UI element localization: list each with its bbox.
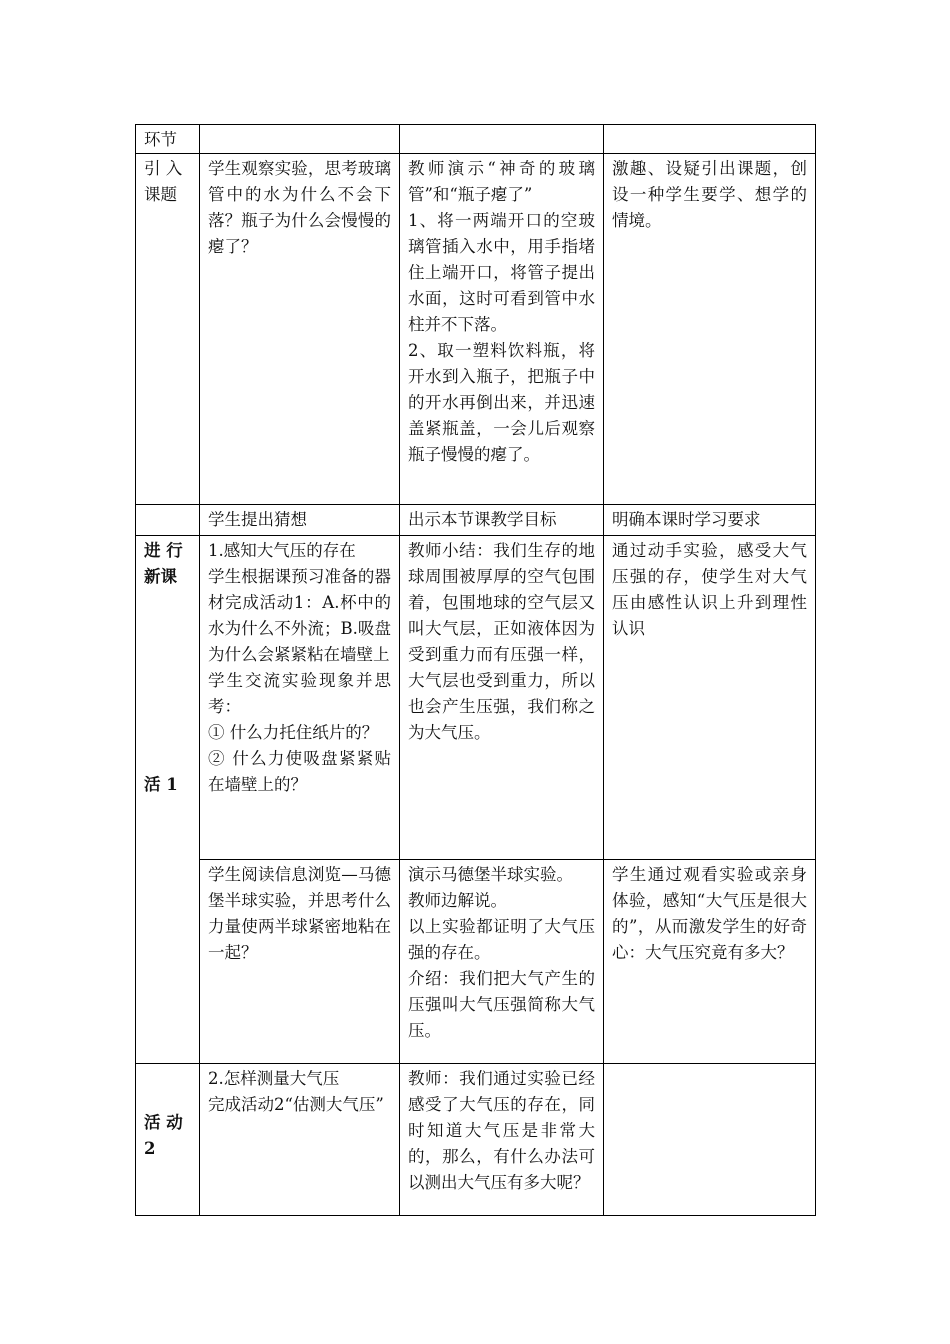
student-activity-text: ① 什么力托住纸片的？ xyxy=(208,723,379,742)
stage-text: 课题 xyxy=(144,185,177,204)
student-activity-text: 学生提出猜想 xyxy=(208,510,307,529)
design-purpose-cell xyxy=(604,860,816,1064)
design-purpose-cell xyxy=(604,505,816,536)
stage-text: 进 行 xyxy=(144,541,183,560)
teacher-activity-text: 教师：我们通过实验已经感受了大气压的存在，同时知道大气压是非常大的，那么，有什么办法可以测出大气压有多大呢？ xyxy=(408,1069,595,1192)
design-purpose-text: 通过动手实验，感受大气压强的存，使学生对大气压由感性认识上升到理性认识 xyxy=(612,541,807,638)
student-activity-text: 学生交流实验现象并思考： xyxy=(208,671,391,716)
student-activity-text: 学生阅读信息浏览—马德堡半球实验，并思考什么力量使两半球紧密地粘在一起？ xyxy=(208,865,391,962)
table-row-hypothesis xyxy=(136,505,816,536)
teacher-activity-cell xyxy=(400,536,604,860)
design-purpose-text: 激趣、设疑引出课题，创设一种学生要学、想学的情境。 xyxy=(612,159,807,230)
student-activity-text: 完成活动2“估测大气压” xyxy=(208,1095,384,1114)
header-col1-cell xyxy=(200,125,400,154)
table-row-activity2 xyxy=(136,1064,816,1216)
stage-text: 活 动 xyxy=(144,1113,183,1132)
stage-text: 新课 xyxy=(144,567,177,586)
teacher-activity-text: 演示马德堡半球实验。 xyxy=(408,865,573,884)
header-col2-cell xyxy=(400,125,604,154)
teacher-activity-cell xyxy=(400,154,604,505)
teacher-activity-cell xyxy=(400,860,604,1064)
header-row xyxy=(136,125,816,154)
stage-text: 引 入 xyxy=(144,159,183,178)
lesson-plan-table xyxy=(135,124,816,1216)
design-purpose-cell-empty xyxy=(604,1064,816,1216)
table-row-intro xyxy=(136,154,816,505)
header-col3-cell xyxy=(604,125,816,154)
student-activity-cell xyxy=(200,505,400,536)
table-row-activity1 xyxy=(136,536,816,860)
teacher-activity-cell xyxy=(400,1064,604,1216)
stage-cell-new-lesson xyxy=(136,536,200,1064)
teacher-activity-text: 教师演示“神奇的玻璃管”和“瓶子瘪了” xyxy=(408,159,595,204)
design-purpose-cell xyxy=(604,154,816,505)
teacher-activity-cell xyxy=(400,505,604,536)
stage-spacer xyxy=(144,590,191,702)
student-activity-text: 学生观察实验，思考玻璃管中的水为什么不会下落？瓶子为什么会慢慢的瘪了？ xyxy=(208,159,391,256)
design-purpose-text: 明确本课时学习要求 xyxy=(612,510,761,529)
stage-cell-intro xyxy=(136,154,200,505)
design-purpose-text: 学生通过观看实验或亲身体验，感知“大气压是很大的”，从而激发学生的好奇心：大气压究竟有多大？ xyxy=(612,865,807,962)
student-activity-text: ② 什么力使吸盘紧紧贴在墙壁上的？ xyxy=(208,749,391,794)
teacher-activity-text: 教师小结：我们生存的地球周围被厚厚的空气包围着，包围地球的空气层又叫大气层，正如液体因为受到重力而有压强一样，大气层也受到重力，所以也会产生压强，我们称之为大气压。 xyxy=(408,541,595,742)
student-activity-cell xyxy=(200,860,400,1064)
teacher-activity-text: 以上实验都证明了大气压强的存在。 xyxy=(408,917,595,962)
design-purpose-cell xyxy=(604,536,816,860)
student-activity-cell xyxy=(200,1064,400,1216)
student-activity-cell xyxy=(200,154,400,505)
student-activity-text: 1.感知大气压的存在 xyxy=(208,541,356,560)
stage-text: 活 1 xyxy=(144,775,178,794)
stage-cell-activity2 xyxy=(136,1064,200,1216)
student-activity-text: 2.怎样测量大气压 xyxy=(208,1069,340,1088)
teacher-activity-text: 1、将一两端开口的空玻璃管插入水中，用手指堵住上端开口，将管子提出水面，这时可看到管中水柱并不下落。 xyxy=(408,211,595,334)
teacher-activity-text: 2、取一塑料饮料瓶，将开水到入瓶子，把瓶子中的开水再倒出来，并迅速盖紧瓶盖，一会儿后观察瓶子慢慢的瘪了。 xyxy=(408,341,595,464)
teacher-activity-text: 教师边解说。 xyxy=(408,891,507,910)
table-row-magdeburg xyxy=(136,860,816,1064)
student-activity-text: 学生根据课预习准备的器材完成活动1：A.杯中的水为什么不外流；B.吸盘为什么会紧紧粘在墙壁上 xyxy=(208,567,391,664)
stage-text: 2 xyxy=(144,1139,156,1158)
stage-cell-empty xyxy=(136,505,200,536)
header-stage-cell: 环节 xyxy=(136,125,200,154)
student-activity-cell xyxy=(200,536,400,860)
teacher-activity-text: 出示本节课教学目标 xyxy=(408,510,557,529)
teacher-activity-text: 介绍：我们把大气产生的压强叫大气压强简称大气压。 xyxy=(408,969,595,1040)
